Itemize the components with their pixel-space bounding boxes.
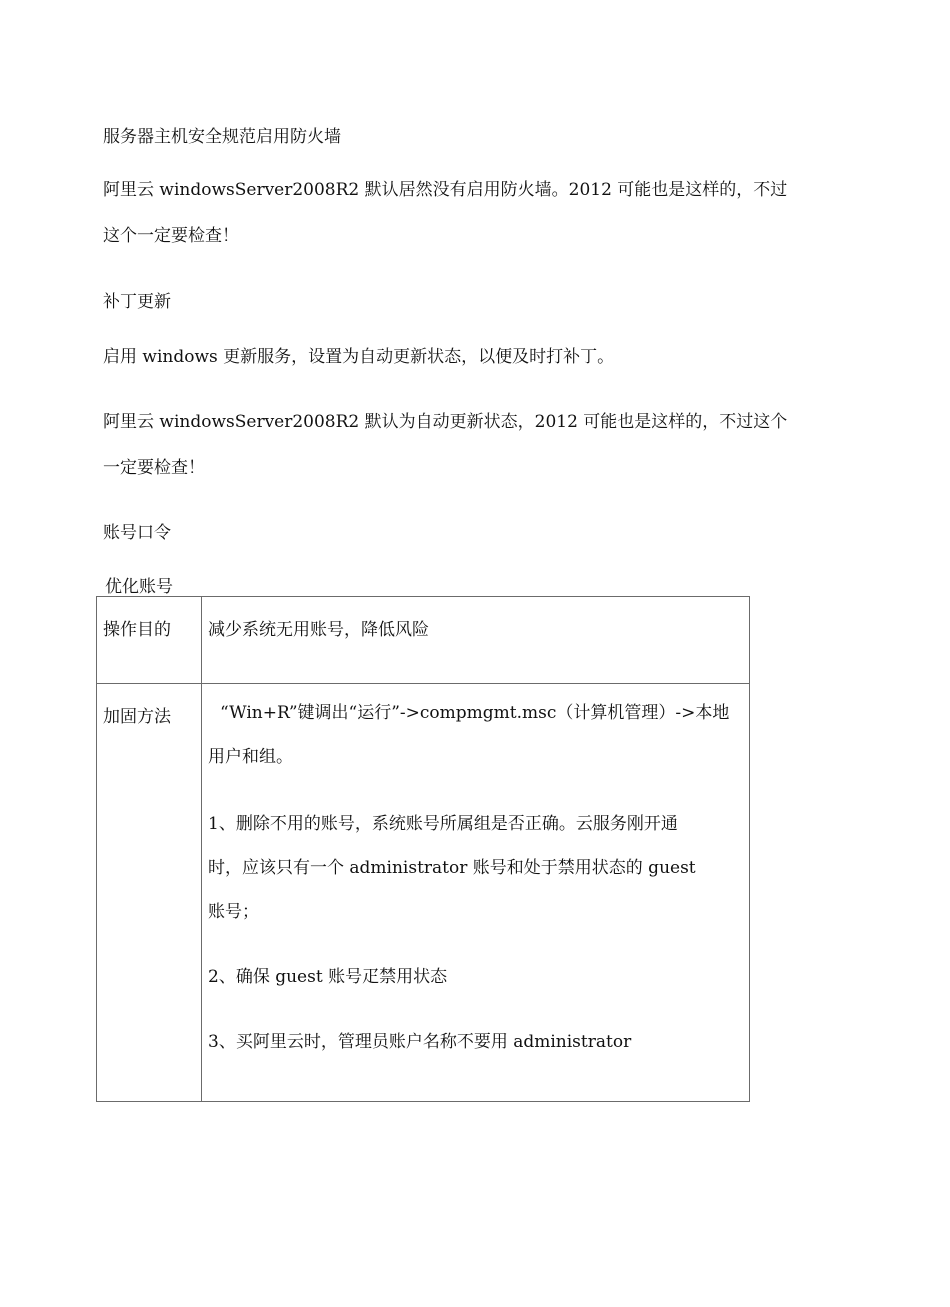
method-label: 加固方法 [103,707,171,727]
table-row-method [97,684,750,1102]
auto-update-paragraph-line-1: 阿里云 windowsServer2008R2 默认为自动更新状态，2012 可能也是这样的，不过这个 [103,412,788,432]
table-cell-content [202,597,750,684]
auto-update-paragraph [103,410,803,480]
method-step-intro-line-1: “Win+R”键调出“运行”->compmgmt.msc（计算机管理）->本地 [220,703,730,723]
firewall-paragraph-line-1: 阿里云 windowsServer2008R2 默认居然没有启用防火墙。2012 可能也是这样的，不过 [103,180,788,200]
method-step-1-line-1: 1、删除不用的账号，系统账号所属组是否正确。云服务刚开通 [208,814,678,834]
hardening-table [96,596,750,1102]
table-cell-content [202,684,750,1102]
purpose-text: 减少系统无用账号，降低风险 [208,620,429,640]
section-heading-account: 账号口令 [103,523,171,543]
table-cell-label [97,684,202,1102]
method-content [202,684,749,1053]
method-step-1-line-3: 账号； [208,902,259,922]
section-heading-firewall: 服务器主机安全规范启用防火墙 [103,127,341,147]
firewall-paragraph [103,178,803,248]
section-heading-patch: 补丁更新 [103,292,171,312]
patch-paragraph: 启用 windows 更新服务，设置为自动更新状态，以便及时打补丁。 [103,347,615,367]
purpose-label: 操作目的 [103,620,171,640]
table-cell-label [97,597,202,684]
method-step-intro-line-2: 用户和组。 [208,747,293,767]
method-step-1-line-2: 时，应该只有一个 administrator 账号和处于禁用状态的 guest [208,858,696,878]
method-step-2: 2、确保 guest 账号疋禁用状态 [208,967,448,987]
firewall-paragraph-line-2: 这个一定要检查！ [103,226,239,246]
method-step-3: 3、买阿里云时，管理员账户名称不要用 administrator [208,1032,632,1052]
table-row-purpose [97,597,750,684]
subsection-heading-optimize-account: 优化账号 [105,577,173,597]
auto-update-paragraph-line-2: 一定要检查！ [103,458,205,478]
